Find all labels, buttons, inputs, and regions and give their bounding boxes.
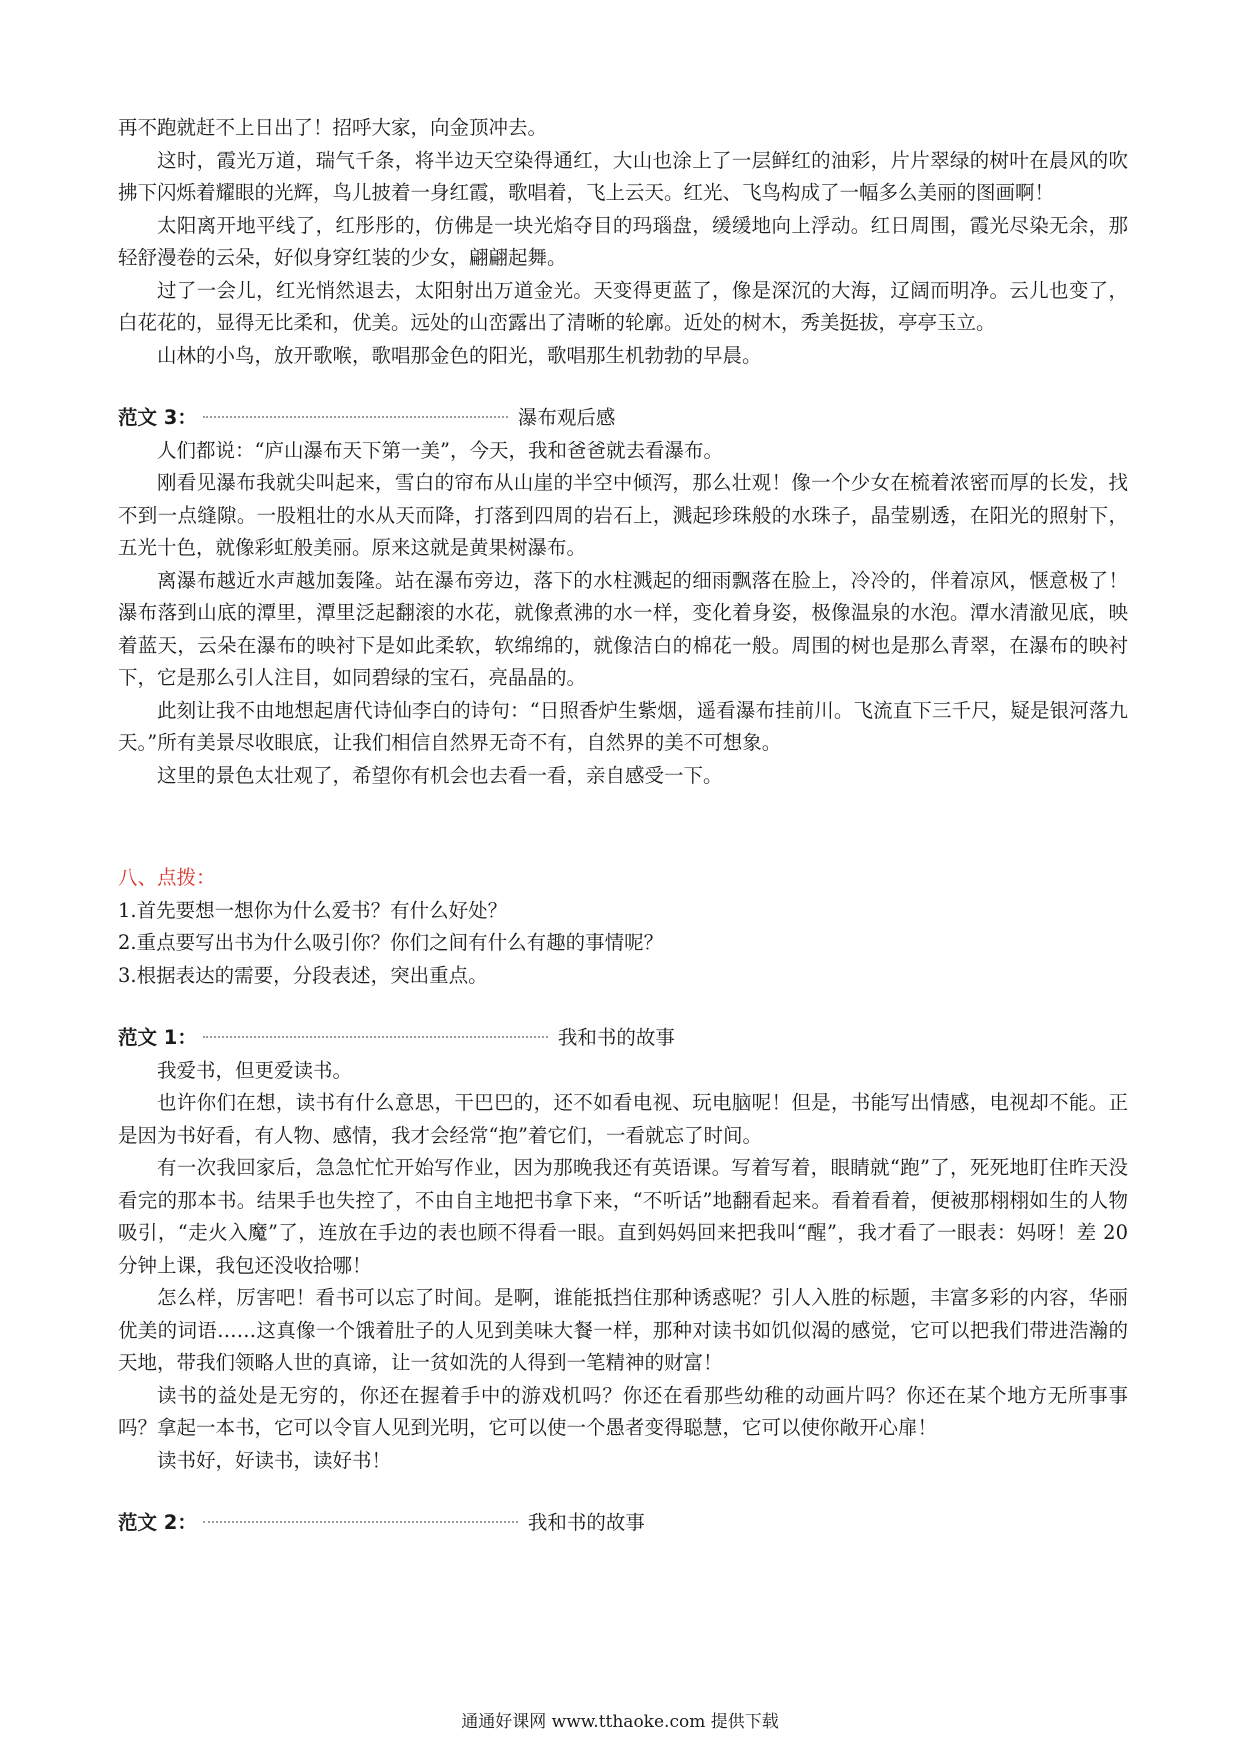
document-page: [118, 112, 1128, 1540]
paragraph: 这里的景色太壮观了，希望你有机会也去看一看，亲自感受一下。: [157, 763, 723, 787]
essay-3-heading: [118, 402, 1128, 435]
essay-1-heading: [118, 1022, 1128, 1055]
paragraph: 读书好，好读书，读好书！: [157, 1448, 392, 1472]
paragraph: 再不跑就赶不上日出了！招呼大家，向金顶冲去。: [118, 116, 548, 139]
essay-label: 范文 1：: [118, 1026, 197, 1049]
essay-title: 瀑布观后感: [517, 406, 616, 429]
essay-title: 我和书的故事: [527, 1511, 645, 1534]
dotted-leader: [203, 1521, 518, 1523]
paragraph: 我爱书，但更爱读书。: [157, 1058, 353, 1082]
paragraph: 读书的益处是无穷的，你还在握着手中的游戏机吗？你还在看那些幼稚的动画片吗？你还在某个地方无所事事吗？拿起一本书，它可以令盲人见到光明，它可以使一个愚者变得聪慧，它可以使你敞开心扉！: [118, 1383, 1128, 1439]
paragraph: 有一次我回家后，急急忙忙开始写作业，因为那晚我还有英语课。写着写着，眼睛就“跑”了，死死地盯住昨天没看完的那本书。结果手也失控了，不由自主地把书拿下来，“不听话”地翻看起来。看着看着，便被那栩栩如生的人物吸引，“走火入魔”了，连放在手边的表也顾不得看一眼。直到妈妈回来把我叫“醒”，我才看了一眼表：妈呀！差 20 分钟上课，我包还没收拾哪！: [118, 1156, 1128, 1277]
paragraph: 太阳离开地平线了，红彤彤的，仿佛是一块光焰夺目的玛瑙盘，缓缓地向上浮动。红日周围，霞光尽染无余，那轻舒漫卷的云朵，好似身穿红装的少女，翩翩起舞。: [118, 213, 1128, 269]
essay-2-heading: [118, 1507, 1128, 1540]
paragraph: 这时，霞光万道，瑞气千条，将半边天空染得通红，大山也涂上了一层鲜红的油彩，片片翠绿的树叶在晨风的吹拂下闪烁着耀眼的光辉，鸟儿披着一身红霞，歌唱着，飞上云天。红光、飞鸟构成了一幅多么美丽的图画啊！: [118, 148, 1128, 204]
essay-label: 范文 3：: [118, 406, 197, 429]
page-footer: 通通好课网 www.tthaoke.com 提供下载: [461, 1712, 779, 1732]
dotted-leader: [203, 416, 508, 418]
list-item: 2.重点要写出书为什么吸引你？你们之间有什么有趣的事情呢？: [118, 931, 664, 954]
paragraph: 也许你们在想，读书有什么意思，干巴巴的，还不如看电视、玩电脑呢！但是，书能写出情感，电视却不能。正是因为书好看，有人物、感情，我才会经常“抱”着它们，一看就忘了时间。: [118, 1091, 1128, 1147]
essay-label: 范文 2：: [118, 1511, 197, 1534]
dotted-leader: [203, 1036, 548, 1038]
paragraph: 过了一会儿，红光悄然退去，太阳射出万道金光。天变得更蓝了，像是深沉的大海，辽阔而明净。云儿也变了，白花花的，显得无比柔和，优美。远处的山峦露出了清晰的轮廓。近处的树木，秀美挺拔，亭亭玉立。: [118, 278, 1128, 334]
paragraph: 山林的小鸟，放开歌喉，歌唱那金色的阳光，歌唱那生机勃勃的早晨。: [157, 343, 762, 367]
list-item: 3.根据表达的需要，分段表述，突出重点。: [118, 963, 488, 987]
paragraph: 刚看见瀑布我就尖叫起来，雪白的帘布从山崖的半空中倾泻，那么壮观！像一个少女在梳着浓密而厚的长发，找不到一点缝隙。一股粗壮的水从天而降，打落到四周的岩石上，溅起珍珠般的水珠子，晶莹剔透，在阳光的照射下，五光十色，就像彩虹般美丽。原来这就是黄果树瀑布。: [118, 471, 1128, 559]
paragraph: 此刻让我不由地想起唐代诗仙李白的诗句：“日照香炉生紫烟，遥看瀑布挂前川。飞流直下三千尺，疑是银河落九天。”所有美景尽收眼底，让我们相信自然界无奇不有，自然界的美不可想象。: [118, 698, 1128, 754]
essay-title: 我和书的故事: [557, 1026, 675, 1049]
paragraph: 人们都说：“庐山瀑布天下第一美”，今天，我和爸爸就去看瀑布。: [157, 438, 723, 462]
paragraph: 离瀑布越近水声越加轰隆。站在瀑布旁边，落下的水柱溅起的细雨飘落在脸上，冷冷的，伴着凉风，惬意极了！瀑布落到山底的潭里，潭里泛起翻滚的水花，就像煮沸的水一样，变化着身姿，极像温泉的水泡。潭水清澈见底，映着蓝天，云朵在瀑布的映衬下是如此柔软，软绵绵的，就像洁白的棉花一般。周围的树也是那么青翠，在瀑布的映衬下，它是那么引人注目，如同碧绿的宝石，亮晶晶的。: [118, 568, 1128, 689]
paragraph: 怎么样，厉害吧！看书可以忘了时间。是啊，谁能抵挡住那种诱惑呢？引人入胜的标题，丰富多彩的内容，华丽优美的词语……这真像一个饿着肚子的人见到美味大餐一样，那种对读书如饥似渴的感觉，它可以把我们带进浩瀚的天地，带我们领略人世的真谛，让一贫如洗的人得到一笔精神的财富！: [118, 1286, 1128, 1374]
list-item: 1.首先要想一想你为什么爱书？有什么好处？: [118, 898, 508, 922]
section-title: 八、点拨：: [118, 866, 216, 889]
